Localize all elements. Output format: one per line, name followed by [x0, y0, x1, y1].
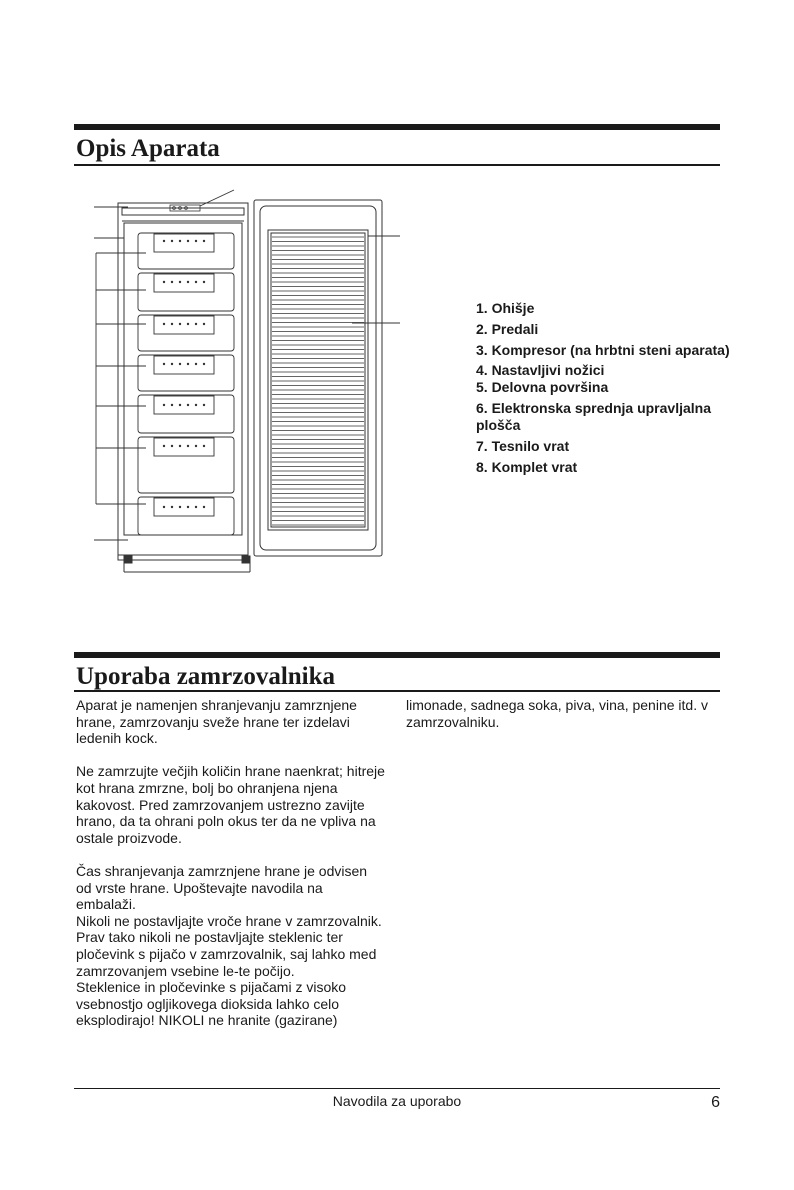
page-number: 6 [711, 1094, 720, 1111]
legend-item-7: 7. Tesnilo vrat [476, 437, 570, 454]
legend-item-5: 5. Delovna površina [476, 379, 609, 396]
text-column-right [406, 697, 722, 730]
legend-item-2: 2. Predali [476, 320, 539, 337]
legend-item-4: 4. Nastavljivi nožici [476, 362, 605, 379]
footer-rule [74, 1088, 720, 1089]
paragraph: Nikoli ne postavljajte vroče hrane v zamrzovalnik. Prav tako nikoli ne postavljajte steklenic ter pločevink s pijačo v zamrzovalnik, saj lahko med zamrzovanjem vsebine le-te počijo. [76, 912, 382, 979]
paragraph: Steklenice in pločevinke s pijačami z visoko vsebnostjo ogljikovega dioksida lahko celo eksplodirajo! NIKOLI ne hranite (gazirane) [76, 979, 347, 1029]
leader-lines-left [94, 190, 400, 540]
text-column-left [76, 697, 386, 1029]
legend-item-1: 1. Ohišje [476, 300, 535, 316]
legend-item-3: 3. Kompresor (na hrbtni steni aparata) [476, 341, 730, 358]
section2-rule-bottom [74, 690, 720, 692]
paragraph: Ne zamrzujte večjih količin hrane naenkrat; hitreje kot hrana zmrzne, bolj bo ohranjena njena kakovost. Pred zamrzovanjem ustrezno zavijte hrano, da ta ohrani poln okus ter da ne vpliva na ostale proizvode. [76, 763, 385, 846]
legend-item-6: 6. Elektronska sprednja upravljalna plošča [476, 400, 711, 434]
paragraph: limonade, sadnega soka, piva, vina, penine itd. v zamrzovalniku. [406, 697, 708, 730]
legend-item-8: 8. Komplet vrat [476, 458, 578, 475]
paragraph: Aparat je namenjen shranjevanju zamrznjene hrane, zamrzovanju sveže hrane ter izdelavi ledenih kock. [76, 697, 357, 747]
freezer-diagram [88, 186, 418, 578]
section-rule-top [74, 124, 720, 130]
door-assembly [248, 200, 382, 556]
section2-rule-top [74, 652, 720, 658]
drawers [138, 233, 234, 535]
paragraph: Čas shranjevanja zamrznjene hrane je odvisen od vrste hrane. Upoštevajte navodila na embalaži. [76, 862, 368, 913]
footer-title: Navodila za uporabo [332, 1093, 462, 1109]
parts-legend [476, 300, 756, 480]
section-rule-bottom [74, 164, 720, 166]
section-title-uporaba: Uporaba zamrzovalnika [76, 663, 336, 690]
section-title-opis-aparata: Opis Aparata [76, 135, 220, 162]
